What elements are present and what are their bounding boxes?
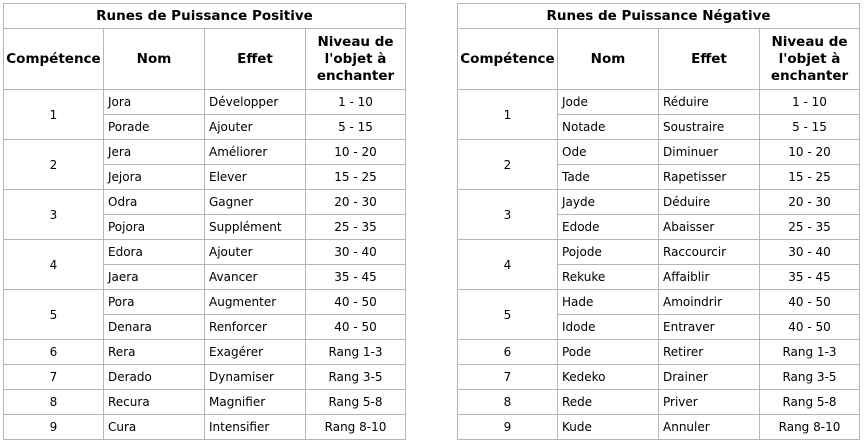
column-header-niveau: Niveau de l'objet à enchanter (760, 29, 860, 90)
cell-competence: 1 (458, 90, 558, 140)
table-title: Runes de Puissance Positive (4, 4, 406, 29)
cell-effet: Ajouter (205, 115, 306, 140)
table-row (458, 90, 860, 115)
cell-nom: Denara (104, 315, 205, 340)
cell-competence: 1 (4, 90, 104, 140)
cell-competence: 3 (4, 190, 104, 240)
cell-nom: Recura (104, 390, 205, 415)
table-row (458, 140, 860, 165)
cell-competence: 2 (458, 140, 558, 190)
cell-effet: Raccourcir (659, 240, 760, 265)
cell-nom: Ode (558, 140, 659, 165)
table-title: Runes de Puissance Négative (458, 4, 860, 29)
cell-niveau: 40 - 50 (306, 290, 406, 315)
cell-effet: Amoindrir (659, 290, 760, 315)
cell-niveau: Rang 3-5 (760, 365, 860, 390)
column-header-niveau: Niveau de l'objet à enchanter (306, 29, 406, 90)
cell-nom: Kude (558, 415, 659, 440)
cell-nom: Hade (558, 290, 659, 315)
cell-competence: 8 (458, 390, 558, 415)
table-row (4, 190, 406, 215)
table-row (4, 140, 406, 165)
cell-nom: Pojode (558, 240, 659, 265)
cell-effet: Augmenter (205, 290, 306, 315)
cell-effet: Diminuer (659, 140, 760, 165)
cell-niveau: 1 - 10 (760, 90, 860, 115)
cell-competence: 7 (4, 365, 104, 390)
cell-effet: Retirer (659, 340, 760, 365)
cell-nom: Jora (104, 90, 205, 115)
table-row (4, 290, 406, 315)
cell-effet: Intensifier (205, 415, 306, 440)
cell-niveau: Rang 1-3 (306, 340, 406, 365)
cell-competence: 4 (4, 240, 104, 290)
cell-effet: Avancer (205, 265, 306, 290)
cell-competence: 7 (458, 365, 558, 390)
cell-competence: 6 (458, 340, 558, 365)
cell-nom: Edode (558, 215, 659, 240)
cell-competence: 6 (4, 340, 104, 365)
table-row (458, 190, 860, 215)
cell-niveau: 20 - 30 (306, 190, 406, 215)
cell-niveau: 40 - 50 (760, 315, 860, 340)
cell-effet: Déduire (659, 190, 760, 215)
cell-competence: 8 (4, 390, 104, 415)
cell-niveau: Rang 1-3 (760, 340, 860, 365)
cell-nom: Derado (104, 365, 205, 390)
cell-niveau: Rang 5-8 (760, 390, 860, 415)
table-row (458, 390, 860, 415)
table-row (458, 290, 860, 315)
cell-niveau: 25 - 35 (760, 215, 860, 240)
cell-niveau: Rang 8-10 (760, 415, 860, 440)
cell-competence: 5 (458, 290, 558, 340)
negative-runes-table (457, 3, 860, 440)
column-header-effet: Effet (659, 29, 760, 90)
cell-effet: Elever (205, 165, 306, 190)
cell-nom: Porade (104, 115, 205, 140)
cell-niveau: Rang 5-8 (306, 390, 406, 415)
cell-nom: Pora (104, 290, 205, 315)
cell-niveau: 10 - 20 (760, 140, 860, 165)
cell-competence: 2 (4, 140, 104, 190)
cell-competence: 3 (458, 190, 558, 240)
cell-effet: Supplément (205, 215, 306, 240)
cell-niveau: 15 - 25 (306, 165, 406, 190)
cell-niveau: Rang 8-10 (306, 415, 406, 440)
cell-niveau: 30 - 40 (760, 240, 860, 265)
table-row (458, 240, 860, 265)
table-row (4, 340, 406, 365)
cell-effet: Abaisser (659, 215, 760, 240)
cell-effet: Magnifier (205, 390, 306, 415)
cell-nom: Jode (558, 90, 659, 115)
table-row (458, 415, 860, 440)
cell-competence: 5 (4, 290, 104, 340)
cell-nom: Rede (558, 390, 659, 415)
cell-effet: Améliorer (205, 140, 306, 165)
cell-nom: Kedeko (558, 365, 659, 390)
column-header-competence: Compétence (4, 29, 104, 90)
table-row (4, 390, 406, 415)
cell-effet: Priver (659, 390, 760, 415)
cell-effet: Renforcer (205, 315, 306, 340)
column-header-nom: Nom (558, 29, 659, 90)
cell-nom: Idode (558, 315, 659, 340)
cell-nom: Jayde (558, 190, 659, 215)
cell-nom: Pojora (104, 215, 205, 240)
column-header-effet: Effet (205, 29, 306, 90)
cell-niveau: 15 - 25 (760, 165, 860, 190)
cell-effet: Réduire (659, 90, 760, 115)
cell-nom: Rekuke (558, 265, 659, 290)
cell-nom: Edora (104, 240, 205, 265)
cell-effet: Soustraire (659, 115, 760, 140)
cell-effet: Dynamiser (205, 365, 306, 390)
cell-niveau: 40 - 50 (306, 315, 406, 340)
cell-nom: Notade (558, 115, 659, 140)
table-body (4, 90, 406, 440)
cell-niveau: 35 - 45 (760, 265, 860, 290)
cell-effet: Exagérer (205, 340, 306, 365)
cell-nom: Rera (104, 340, 205, 365)
table-row (4, 90, 406, 115)
table-row (458, 365, 860, 390)
cell-niveau: 10 - 20 (306, 140, 406, 165)
cell-niveau: 30 - 40 (306, 240, 406, 265)
cell-niveau: Rang 3-5 (306, 365, 406, 390)
cell-nom: Odra (104, 190, 205, 215)
table-body (458, 90, 860, 440)
table-row (4, 365, 406, 390)
cell-effet: Développer (205, 90, 306, 115)
cell-competence: 4 (458, 240, 558, 290)
cell-effet: Gagner (205, 190, 306, 215)
column-header-nom: Nom (104, 29, 205, 90)
cell-nom: Tade (558, 165, 659, 190)
cell-competence: 9 (4, 415, 104, 440)
cell-nom: Cura (104, 415, 205, 440)
cell-nom: Jera (104, 140, 205, 165)
cell-niveau: 20 - 30 (760, 190, 860, 215)
cell-niveau: 1 - 10 (306, 90, 406, 115)
positive-runes-table (3, 3, 406, 440)
cell-effet: Rapetisser (659, 165, 760, 190)
cell-effet: Affaiblir (659, 265, 760, 290)
table-row (4, 240, 406, 265)
cell-competence: 9 (458, 415, 558, 440)
cell-effet: Annuler (659, 415, 760, 440)
table-row (458, 340, 860, 365)
cell-niveau: 40 - 50 (760, 290, 860, 315)
cell-niveau: 25 - 35 (306, 215, 406, 240)
column-header-competence: Compétence (458, 29, 558, 90)
cell-niveau: 5 - 15 (760, 115, 860, 140)
cell-effet: Ajouter (205, 240, 306, 265)
cell-nom: Pode (558, 340, 659, 365)
cell-effet: Entraver (659, 315, 760, 340)
cell-nom: Jejora (104, 165, 205, 190)
cell-niveau: 35 - 45 (306, 265, 406, 290)
cell-niveau: 5 - 15 (306, 115, 406, 140)
cell-effet: Drainer (659, 365, 760, 390)
cell-nom: Jaera (104, 265, 205, 290)
table-row (4, 415, 406, 440)
